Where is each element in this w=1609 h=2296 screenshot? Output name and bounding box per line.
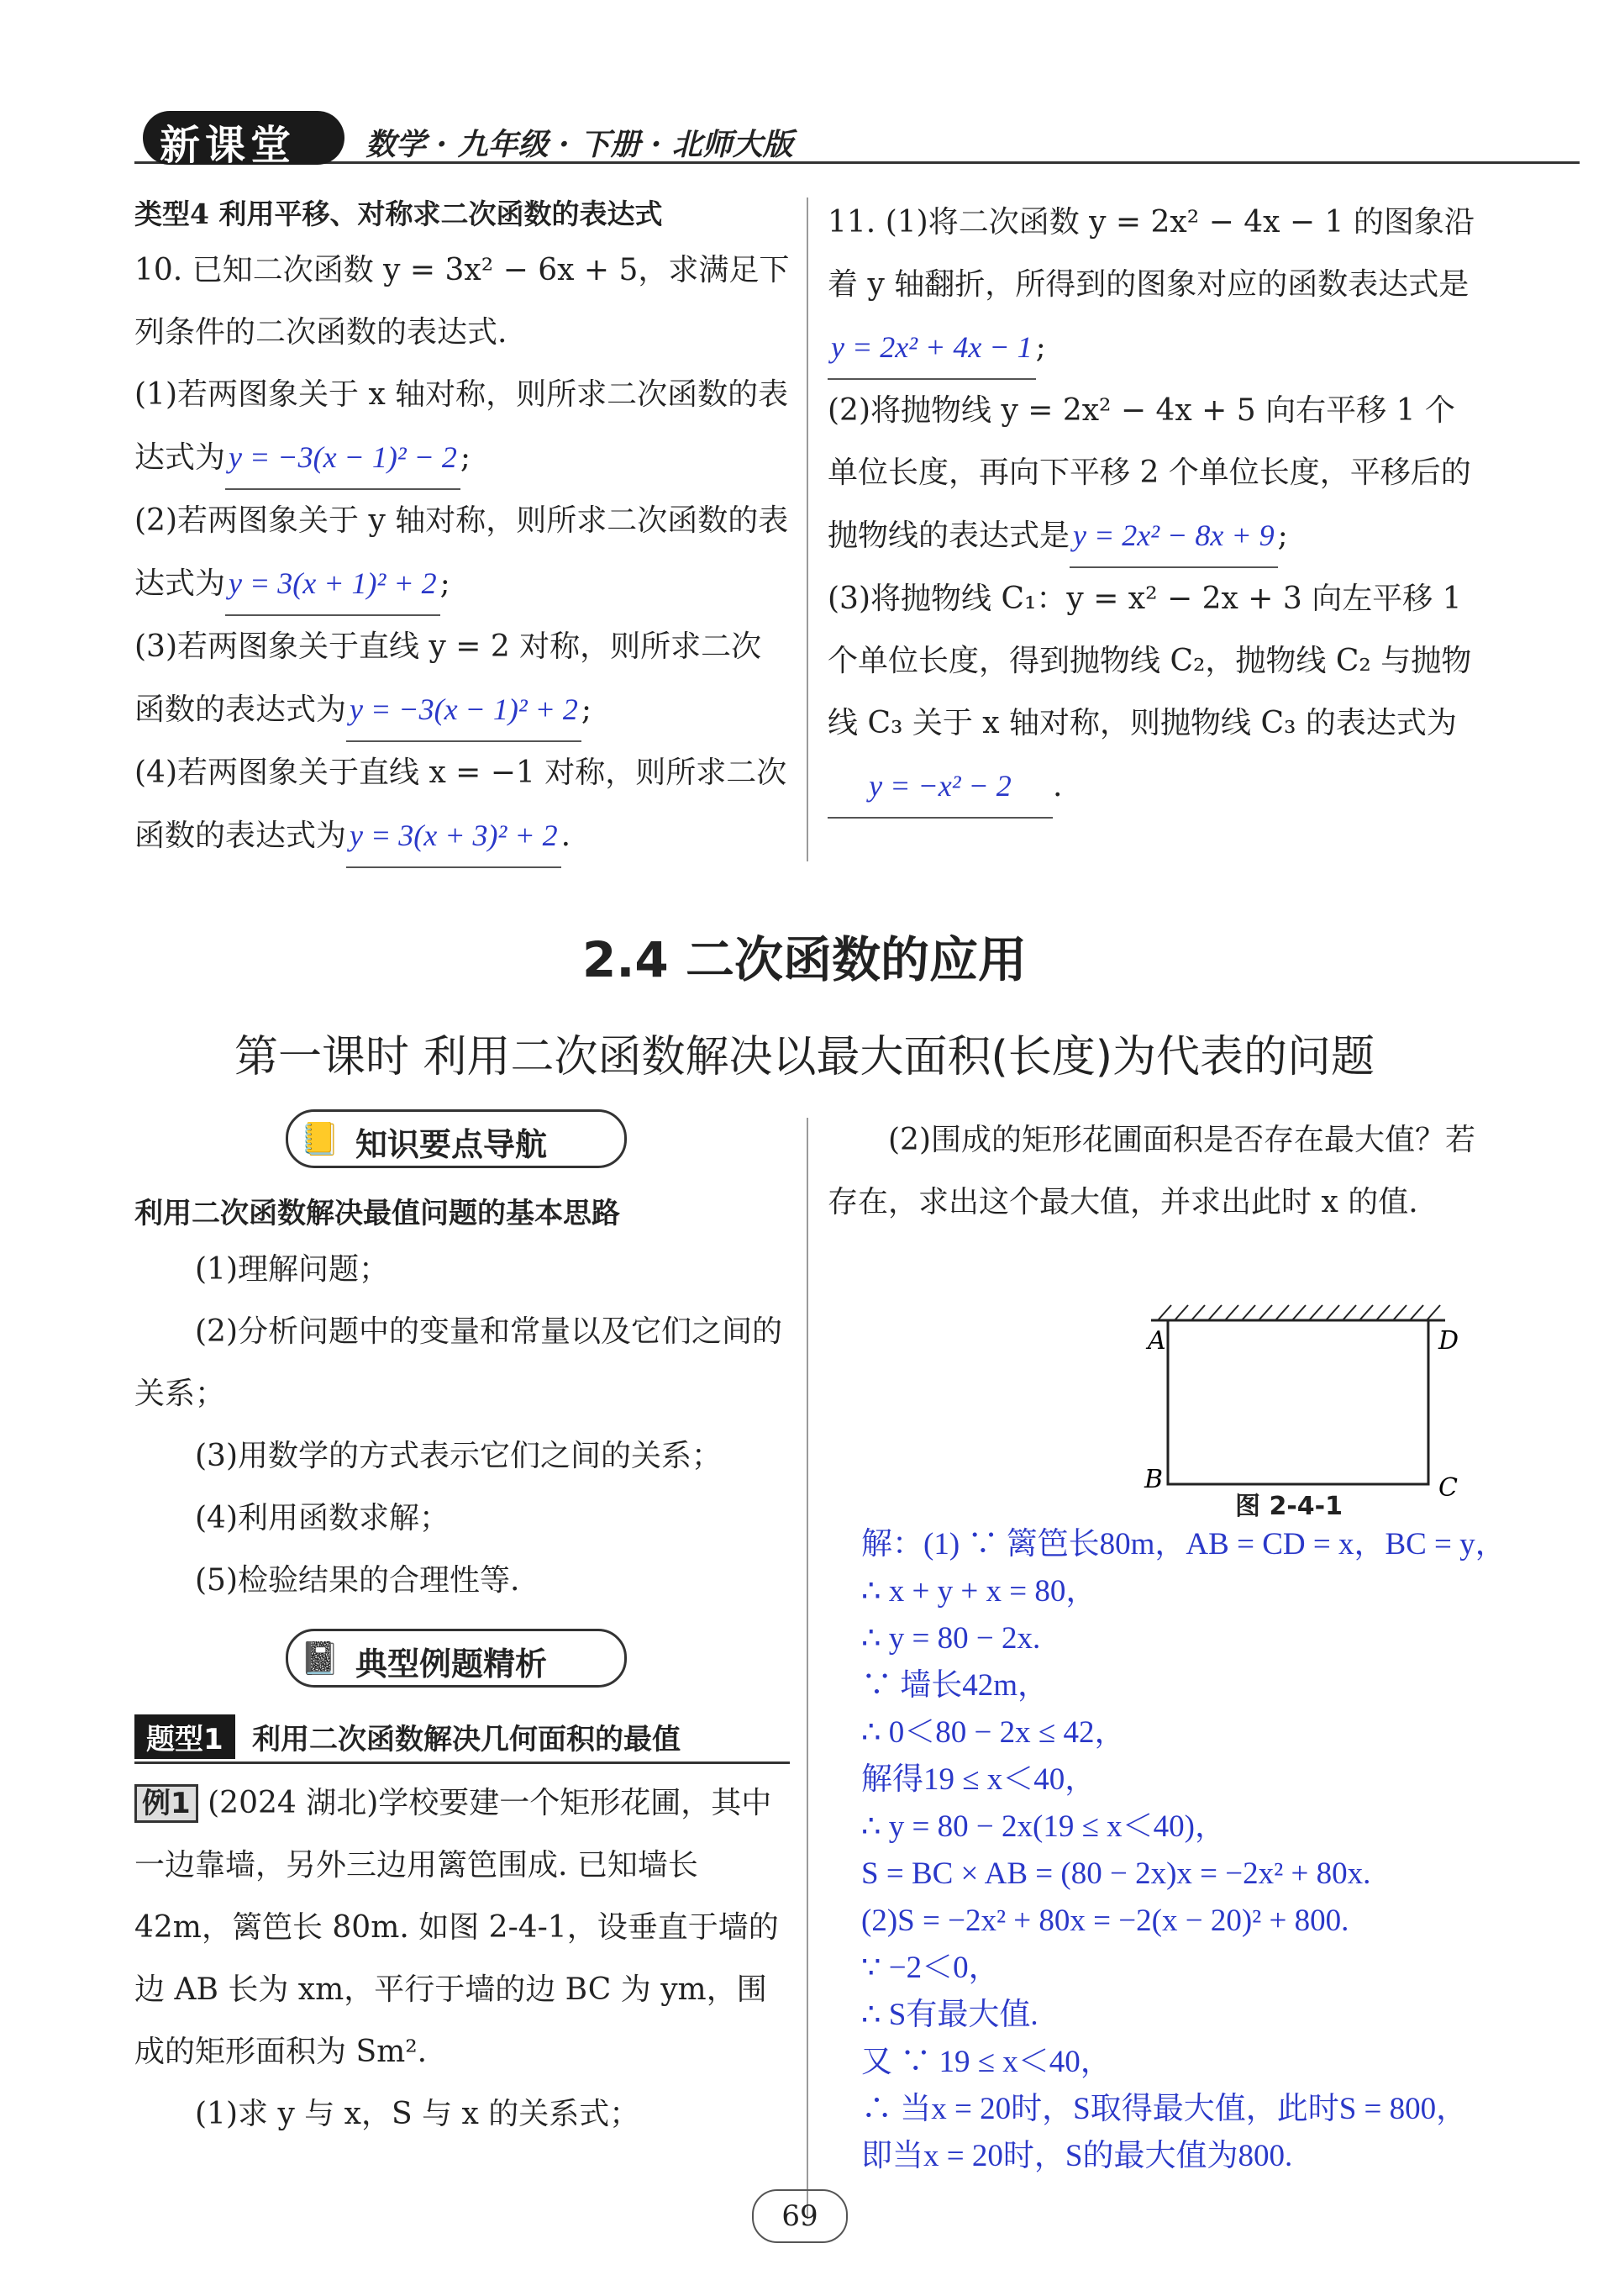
solution-line: 又 ∵ 19 ≤ x＜40， — [861, 2045, 1112, 2079]
knowledge-step: (5)检验结果的合理性等. — [195, 1563, 520, 1598]
type4-label: 类型4 利用平移、对称求二次函数的表达式 — [134, 197, 663, 230]
header-subtitle: 数学 · 九年级 · 下册 · 北师大版 — [365, 127, 793, 162]
solution-line: 解得19 ≤ x＜40， — [861, 1762, 1096, 1797]
logo-text: 新课堂 — [160, 122, 297, 169]
pointer-book-icon: 📓 — [300, 1640, 340, 1677]
label-a: A — [1148, 1326, 1166, 1356]
solution-line: ∴ x + y + x = 80， — [861, 1574, 1097, 1609]
bottom-column-divider — [807, 1118, 808, 2219]
q11-block — [828, 192, 1483, 819]
knowledge-banner-label: 知识要点导航 — [355, 1126, 548, 1163]
q10-p4-text: (4)若两图象关于直线 x = −1 对称，则所求二次函数的表达式为 — [134, 756, 787, 853]
solution-line: 解：(1) ∵ 篱笆长80m，AB = CD = x，BC = y， — [861, 1527, 1506, 1561]
q11-part2: (2)将抛物线 y = 2x² − 4x + 5 向右平移 1 个单位长度，再向下平移 2 个单位长度，平移后的抛物线的表达式是 y = 2x² − 8x + 9 ; — [828, 380, 1483, 568]
figure-caption: 图 2-4-1 — [1235, 1492, 1343, 1521]
q10-block — [134, 189, 790, 868]
figure-2-4-1 — [1134, 1290, 1487, 1521]
q10-a2: y = 3(x + 1)² + 2 — [225, 552, 440, 616]
rectangle-abcd — [1168, 1320, 1428, 1484]
type1-badge: 题型1 — [134, 1714, 235, 1759]
q10-stem: 10. 已知二次函数 y = 3x² − 6x + 5，求满足下列条件的二次函数的表达式. — [134, 253, 790, 350]
q10-a3: y = −3(x − 1)² + 2 — [346, 678, 581, 742]
solution-line: (2)S = −2x² + 80x = −2(x − 20)² + 800. — [861, 1904, 1349, 1938]
examples-banner — [286, 1629, 627, 1688]
solution-line: S = BC × AB = (80 − 2x)x = −2x² + 80x. — [861, 1856, 1371, 1891]
q11-a1: y = 2x² + 4x − 1 — [828, 316, 1036, 380]
q11-p3-text: (3)将抛物线 C₁：y = x² − 2x + 3 向左平移 1 个单位长度，得到抛物线 C₂，抛物线 C₂ 与抛物线 C₃ 关于 x 轴对称，则抛物线 C₃ 的表达式为 — [828, 582, 1472, 740]
label-b: B — [1144, 1465, 1164, 1494]
label-d: D — [1438, 1326, 1459, 1356]
section-title: 2.4 二次函数的应用 — [582, 931, 1027, 988]
q11-a3: y = −x² − 2 — [828, 755, 1053, 819]
top-column-divider — [807, 197, 808, 861]
type1-title: 利用二次函数解决几何面积的最值 — [252, 1723, 681, 1756]
lesson-title: 第一课时 利用二次函数解决以最大面积(长度)为代表的问题 — [234, 1032, 1375, 1082]
book-bulb-icon: 📒 — [300, 1120, 340, 1157]
q10-a4: y = 3(x + 3)² + 2 — [346, 804, 561, 868]
example1-q2: (2)围成的矩形花圃面积是否存在最大值？若存在，求出这个最大值，并求出此时 x 的值. — [828, 1123, 1475, 1219]
knowledge-banner — [286, 1109, 627, 1168]
page-header — [134, 101, 1580, 176]
page-number: 69 — [781, 2199, 818, 2233]
example1-text — [134, 1772, 790, 2083]
type1-bar — [134, 1711, 790, 1764]
q11-p2-text: (2)将抛物线 y = 2x² − 4x + 5 向右平移 1 个单位长度，再向下平移 2 个单位长度，平移后的抛物线的表达式是 — [828, 393, 1471, 553]
q10-p1-text: (1)若两图象关于 x 轴对称，则所求二次函数的表达式为 — [134, 377, 789, 475]
solution-line: ∴ y = 80 − 2x(19 ≤ x＜40)， — [861, 1809, 1226, 1844]
examples-banner-label: 典型例题精析 — [355, 1646, 548, 1683]
wall-hatching — [1158, 1305, 1440, 1320]
q10-part4: (4)若两图象关于直线 x = −1 对称，则所求二次函数的表达式为 y = 3(x + 3)² + 2 . — [134, 742, 790, 868]
q10-p3-text: (3)若两图象关于直线 y = 2 对称，则所求二次函数的表达式为 — [134, 629, 762, 727]
q11-p1-text: 11. (1)将二次函数 y = 2x² − 4x − 1 的图象沿着 y 轴翻折，所得到的图象对应的函数表达式是 — [828, 205, 1475, 302]
q10-a1: y = −3(x − 1)² − 2 — [225, 426, 460, 490]
page-number-badge — [752, 2189, 848, 2243]
solution-line: 即当x = 20时，S的最大值为800. — [861, 2139, 1293, 2173]
q11-a2: y = 2x² − 8x + 9 — [1070, 504, 1278, 568]
solution-line: ∴ 当x = 20时，S取得最大值，此时S = 800， — [861, 2092, 1468, 2126]
knowledge-section — [134, 1109, 790, 2146]
knowledge-step: (2)分析问题中的变量和常量以及它们之间的关系； — [134, 1314, 782, 1411]
example1-body: (2024 湖北)学校要建一个矩形花圃，其中一边靠墙，另外三边用篱笆围成. 已知墙长 42m，篱笆长 80m. 如图 2-4-1，设垂直于墙的边 AB 长为 xm，平行于墙的边 BC 为 ym，围成的矩形面积为 Sm². — [134, 1786, 779, 2069]
label-c: C — [1438, 1473, 1458, 1503]
knowledge-step: (4)利用函数求解； — [195, 1501, 450, 1535]
solution-line: ∴ 0＜80 − 2x ≤ 42， — [861, 1715, 1126, 1750]
q10-part2: (2)若两图象关于 y 轴对称，则所求二次函数的表达式为 y = 3(x + 1)² + 2 ; — [134, 490, 790, 616]
knowledge-step: (3)用数学的方式表示它们之间的关系； — [195, 1439, 722, 1473]
knowledge-step: (1)理解问题； — [195, 1252, 389, 1287]
solution-line: ∵ −2＜0， — [861, 1951, 1000, 1985]
solution-line: ∴ S有最大值. — [861, 1998, 1038, 2032]
solution-line: ∴ y = 80 − 2x. — [861, 1621, 1041, 1656]
knowledge-heading: 利用二次函数解决最值问题的基本思路 — [134, 1197, 620, 1230]
example1-badge: 例1 — [134, 1784, 198, 1823]
q10-part3: (3)若两图象关于直线 y = 2 对称，则所求二次函数的表达式为 y = −3(x − 1)² + 2 ; — [134, 616, 790, 742]
header-rule — [134, 161, 1580, 164]
q11-part1: 11. (1)将二次函数 y = 2x² − 4x − 1 的图象沿着 y 轴翻折，所得到的图象对应的函数表达式是y = 2x² + 4x − 1 ; — [828, 192, 1483, 380]
solution-line: ∵ 墙长42m， — [861, 1668, 1049, 1703]
q11-part3: (3)将抛物线 C₁：y = x² − 2x + 3 向左平移 1 个单位长度，得到抛物线 C₂，抛物线 C₂ 与抛物线 C₃ 关于 x 轴对称，则抛物线 C₃ 的表达式为y = −x² − 2 . — [828, 568, 1483, 819]
example1-q1: (1)求 y 与 x，S 与 x 的关系式； — [195, 2097, 640, 2131]
solution-block — [861, 1521, 1575, 2180]
q10-p2-text: (2)若两图象关于 y 轴对称，则所求二次函数的表达式为 — [134, 503, 789, 601]
q10-part1: (1)若两图象关于 x 轴对称，则所求二次函数的表达式为 y = −3(x − 1)² − 2 ; — [134, 364, 790, 490]
